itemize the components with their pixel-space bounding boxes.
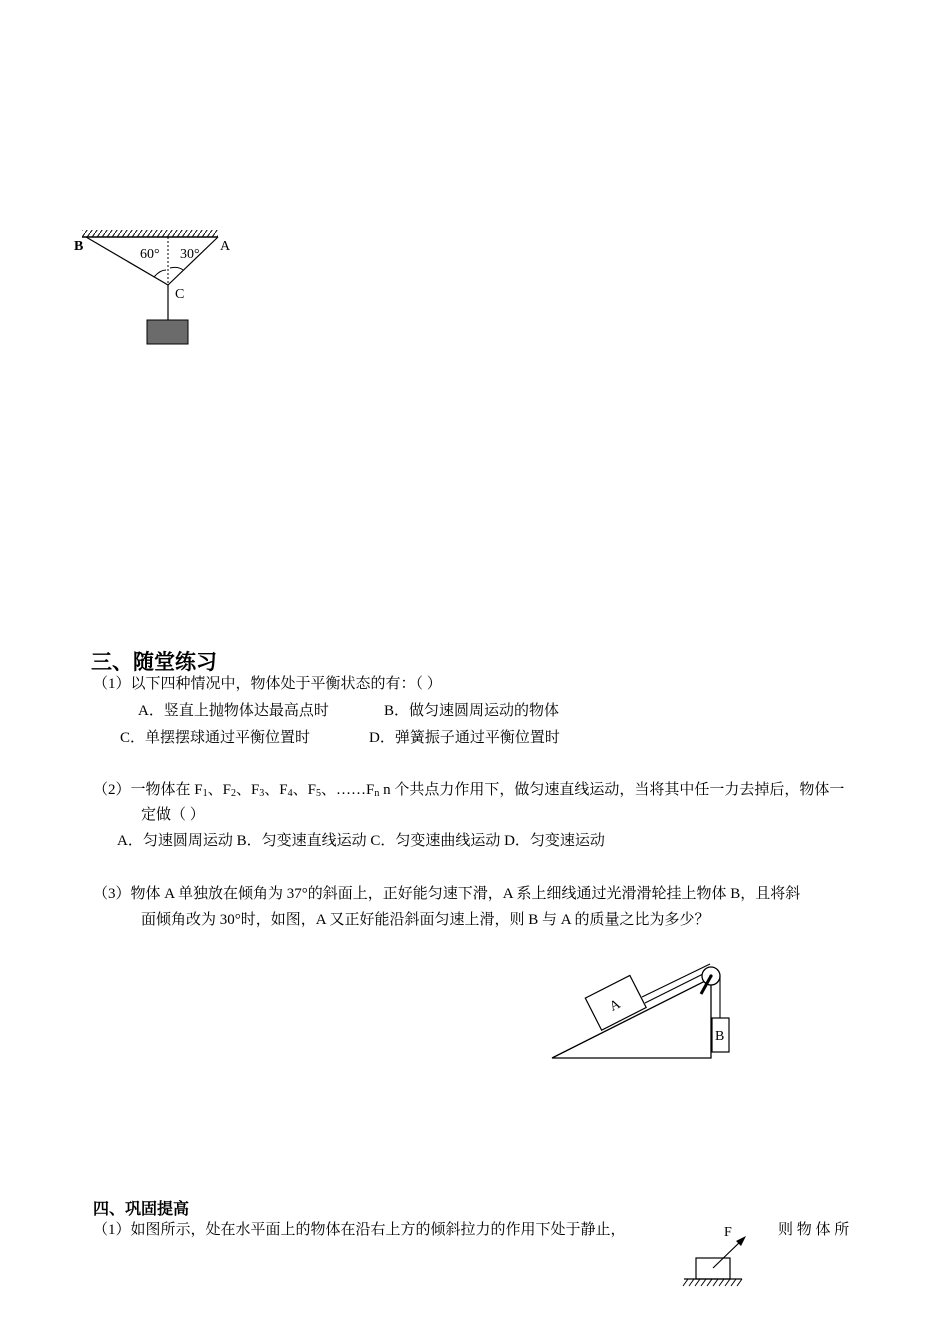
q2-stem-line2: 定做（ ） xyxy=(141,807,205,823)
label-b: B xyxy=(74,239,84,254)
q3-line2: 面倾角改为 30°时，如图，A 又正好能沿斜面匀速上滑，则 B 与 A 的质量之比为多少？ xyxy=(141,912,710,928)
rope-lower xyxy=(645,972,707,1003)
block-a-label: A xyxy=(607,996,624,1015)
incline-pulley-figure xyxy=(548,960,738,1064)
angle-arc-right xyxy=(170,267,183,270)
s4-q1-text: （1）如图所示，处在水平面上的物体在沿右上方的倾斜拉力的作用下处于静止， xyxy=(93,1222,626,1238)
rope-upper xyxy=(642,964,710,997)
angle-arc-left xyxy=(154,270,166,277)
hanging-block xyxy=(147,320,188,344)
force-block-figure xyxy=(680,1218,760,1290)
q1-option-b: B．做匀速圆周运动的物体 xyxy=(384,703,560,719)
q1-option-d: D．弹簧振子通过平衡位置时 xyxy=(369,730,560,746)
q1-option-c: C．单摆摆球通过平衡位置时 xyxy=(120,730,311,746)
section4-title: 四、巩固提高 xyxy=(93,1199,190,1218)
force-block xyxy=(696,1258,730,1279)
q2-options: A．匀速圆周运动 B．匀变速直线运动 C．匀变速曲线运动 D．匀变速运动 xyxy=(117,833,605,849)
s4-q1-text-end: 则 物 体 所 xyxy=(778,1222,850,1238)
ground-hatch xyxy=(683,1279,742,1286)
q2-stem: （2）一物体在 $F_1$、$F_2$、$F_3$、$F_4$、$F_5$、$\dots\dots F_n$ n 个共点力作用下，做匀速直线运动，当将其中任一力去掉后，物体一 xyxy=(93,782,845,799)
force-label: F xyxy=(724,1225,732,1240)
section3-title: 三、随堂练习 xyxy=(91,650,217,674)
q1-option-a: A．竖直上抛物体达最高点时 xyxy=(138,703,329,719)
label-a: A xyxy=(220,239,231,254)
angle-left-label: 60° xyxy=(140,247,160,262)
suspension-figure xyxy=(70,226,240,351)
label-c: C xyxy=(175,287,185,302)
q3-line1: （3）物体 A 单独放在倾角为 37°的斜面上，正好能匀速下滑，A 系上细线通过光滑滑轮挂上物体 B，且将斜 xyxy=(93,886,801,902)
block-b-label: B xyxy=(715,1029,725,1044)
ceiling-hatch xyxy=(82,230,218,237)
q1-stem: （1）以下四种情况中，物体处于平衡状态的有：（ ） xyxy=(93,676,442,692)
angle-right-label: 30° xyxy=(180,247,200,262)
